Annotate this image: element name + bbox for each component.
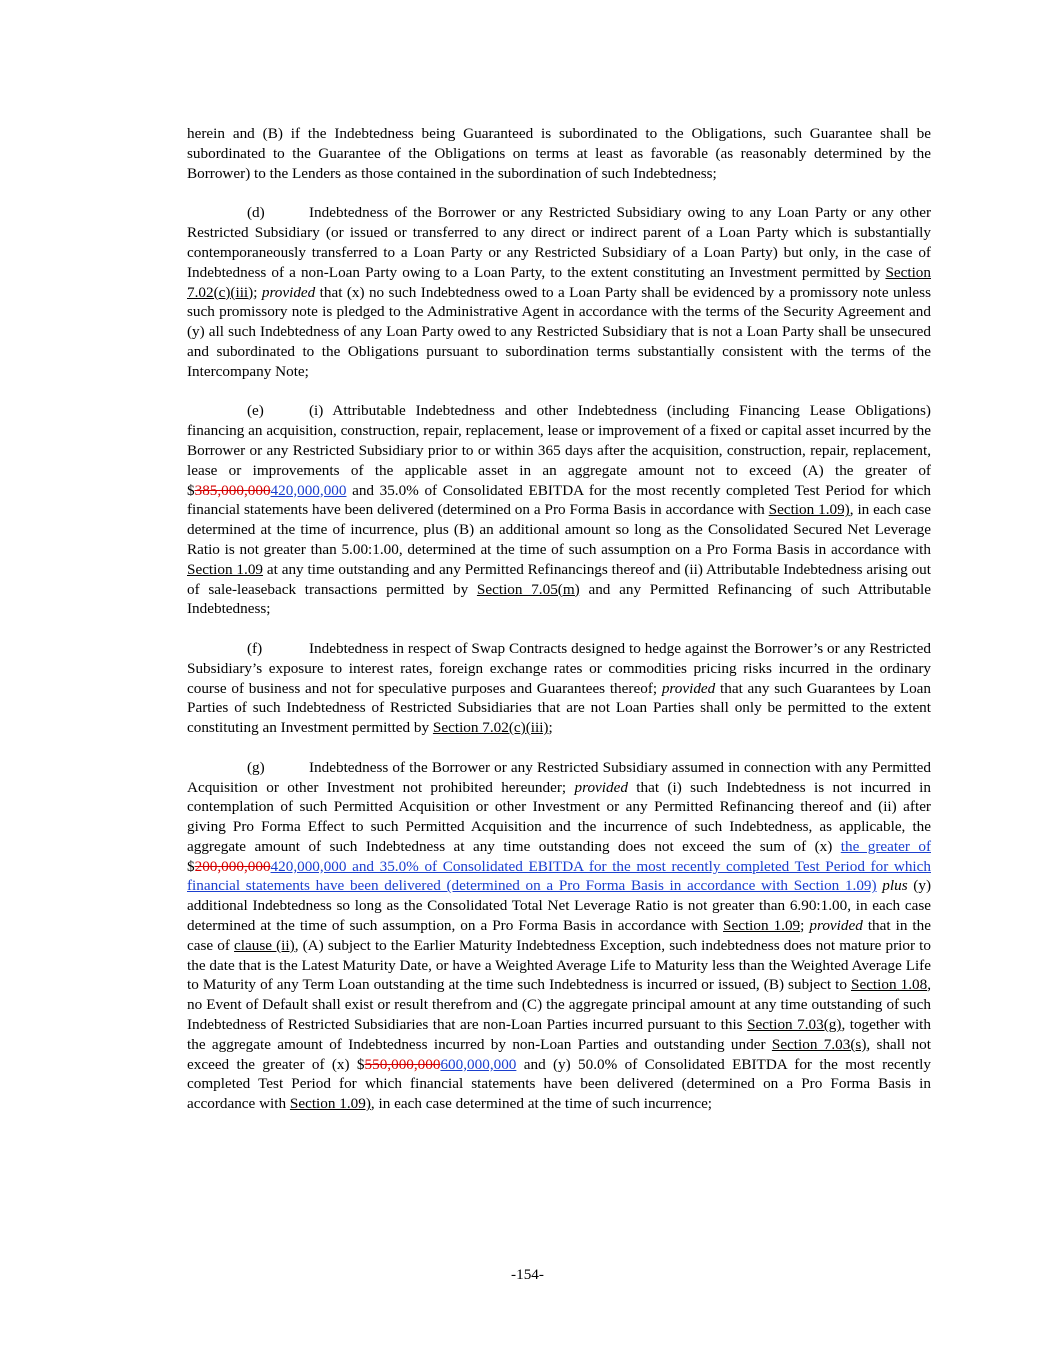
- clause-label-g: (g): [247, 758, 265, 776]
- section-reference: Section 7.05(m): [476, 580, 580, 598]
- clause-label-d: (d): [247, 204, 265, 222]
- paragraph-text: and (y) 50.0% of Consolidated EBITDA for the most recently completed Test Period for which financial statements have been delivered (determined on a Pro Forma Basis in accordance with: [187, 1055, 932, 1113]
- document-page: [187, 124, 931, 1134]
- section-reference: Section 1.09: [187, 560, 264, 578]
- paragraph-text: and 35.0% of Consolidated EBITDA for the most recently completed Test Period for which financial statements have been delivered (determined on a Pro Forma Basis in accordance with: [187, 481, 931, 519]
- inserted-amount: 600,000,000: [440, 1055, 517, 1073]
- deleted-amount: 385,000,000: [194, 481, 271, 499]
- section-reference: Section 1.08: [851, 976, 928, 994]
- paragraph-text: that (x) no such Indebtedness owed to a Loan Party shall be evidenced by a promissory note unless such promissory note is pledged to the Administrative Agent in accordance with the terms of the Security Agreement and (y) all such Indebtedness of any Loan Party owed to any Restricted Subsidiary that is not a Loan Party shall be unsecured and subordinated to the Obligations pursuant to subordination terms substantially consistent with the terms of the Intercompany Note;: [187, 283, 931, 380]
- section-reference: Section 1.09): [768, 501, 850, 519]
- provided-term: provided: [809, 917, 863, 935]
- paragraph-text: Indebtedness of the Borrower or any Restricted Subsidiary assumed in connection with any Permitted Acquisition or other Investment not prohibited hereunder;: [187, 758, 931, 796]
- dollar-sign: $: [187, 857, 195, 875]
- paragraph-text: that any such Guarantees by Loan Parties of such Indebtedness of Restricted Subsidiaries that are not Loan Parties shall only be permitted to the extent constituting an Investment permitted by: [187, 679, 932, 737]
- paragraph-text: (y) additional Indebtedness so long as the Consolidated Total Net Leverage Ratio is not greater than 6.90:1.00, in each case determined at the time of such assumption, on a Pro Forma Basis in accordance with: [187, 877, 932, 935]
- paragraph-text: (i) Attributable Indebtedness and other Indebtedness (including Financing Lease Obligations) financing an acquisition, construction, repair, replacement, lease or improvement of a fixed or capital asset incurred by the Borrower or any Restricted Subsidiary prior to or within 365 days after the acquisition, construction, repair, replacement, lease or improvements of the applicable asset in an aggregate amount not to exceed (A) the greater of $: [187, 402, 931, 499]
- paragraph-text: at any time outstanding and any Permitted Refinancings thereof and (ii) Attributable Indebtedness arising out of sale-leaseback transactions permitted by: [187, 560, 931, 598]
- paragraph-text: Indebtedness in respect of Swap Contracts designed to hedge against the Borrower’s or any Restricted Subsidiary’s exposure to interest rates, foreign exchange rates or commodities pricing risks incurred in the ordinary course of business and not for speculative purposes and Guarantees thereof;: [187, 639, 931, 697]
- paragraph-d: [187, 203, 931, 381]
- paragraph-text: herein and (B) if the Indebtedness being Guaranteed is subordinated to the Obligations, such Guarantee shall be subordinated to the Guarantee of the Obligations on terms at least as favorable (as reasonably determined by the Borrower) to the Lenders as those contained in the subordination of such Indebtedness;: [187, 125, 931, 182]
- paragraph-c-continuation: [187, 124, 931, 183]
- paragraph-text: Indebtedness of the Borrower or any Restricted Subsidiary owing to any Loan Party or any other Restricted Subsidiary (or issued or transferred to any direct or indirect parent of a Loan Party which is substantially contemporaneously transferred to a Loan Party or any Restricted Subsidiary of a Loan Party) but only, in the case of Indebtedness of a non-Loan Party owing to a Loan Party, to the extent constituting an Investment permitted by: [187, 204, 931, 281]
- paragraph-text: ;: [253, 283, 262, 301]
- provided-term: provided: [661, 679, 716, 697]
- clause-reference: clause (ii): [234, 936, 295, 954]
- clause-label-f: (f): [247, 639, 263, 657]
- section-reference: Section 7.03(s): [771, 1035, 867, 1053]
- section-reference: Section 7.03(g): [747, 1016, 842, 1034]
- paragraph-text: , in each case determined at the time of such incurrence;: [370, 1095, 713, 1113]
- section-reference: Section 1.09: [723, 917, 801, 935]
- plus-term: plus: [882, 877, 908, 895]
- inserted-text: 420,000,000 and 35.0% of Consolidated EBITDA for the most recently completed Test Period for which financial statements have been delivered (determined on a Pro Forma Basis in accordance with Section 1.09): [187, 857, 931, 895]
- inserted-amount: 420,000,000: [270, 481, 347, 499]
- inserted-text: the greater of: [840, 837, 931, 855]
- paragraph-e: [187, 401, 931, 619]
- paragraph-text: ;: [800, 917, 810, 935]
- section-reference: Section 7.02(c)(iii): [187, 263, 931, 301]
- paragraph-text: that in the case of: [187, 917, 931, 954]
- section-reference: Section 1.09): [289, 1095, 371, 1113]
- deleted-amount: 200,000,000: [194, 857, 271, 875]
- deleted-amount: 550,000,000: [364, 1055, 441, 1073]
- paragraph-text: , (A) subject to the Earlier Maturity Indebtedness Exception, such indebtedness does not mature prior to the date that is the Latest Maturity Date, or have a Weighted Average Life to Maturity less than the Weighted Average Life to Maturity of any Term Loan outstanding at the time such Indebtedness is incurred or issued, (B) subject to: [187, 936, 931, 994]
- page-number: -154-: [511, 1266, 544, 1283]
- clause-label-e: (e): [247, 402, 264, 420]
- paragraph-text: that (i) such Indebtedness is not incurred in contemplation of such Permitted Acquisition or other Investment or any Permitted Refinancing thereof and (ii) after giving Pro Forma Effect to such Permitted Acquisition and the incurrence of such Indebtedness, as applicable, the aggregate amount of such Indebtedness at any time outstanding does not exceed the sum of (x): [187, 778, 931, 855]
- paragraph-text: ;: [548, 719, 553, 737]
- paragraph-text: , in each case determined at the time of incurrence, plus (B) an additional amount so long as the Consolidated Secured Net Leverage Ratio is not greater than 5.00:1.00, determined at the time of such assumption on a Pro Forma Basis in accordance with: [187, 501, 931, 558]
- paragraph-text: , together with the aggregate amount of Indebtedness incurred by non-Loan Parties and outstanding under: [187, 1016, 931, 1053]
- paragraph-text: , no Event of Default shall exist or result therefrom and (C) the aggregate principal amount at any time outstanding of such Indebtedness of Restricted Subsidiaries that are non-Loan Parties incurred pursuant to this: [187, 976, 931, 1034]
- provided-term: provided: [261, 283, 316, 301]
- paragraph-g: [187, 758, 931, 1114]
- paragraph-text: and any Permitted Refinancing of such Attributable Indebtedness;: [187, 580, 931, 618]
- provided-term: provided: [574, 778, 628, 796]
- paragraph-f: [187, 639, 931, 738]
- section-reference: Section 7.02(c)(iii): [432, 719, 549, 737]
- paragraph-text: , shall not exceed the greater of (x) $: [187, 1035, 931, 1073]
